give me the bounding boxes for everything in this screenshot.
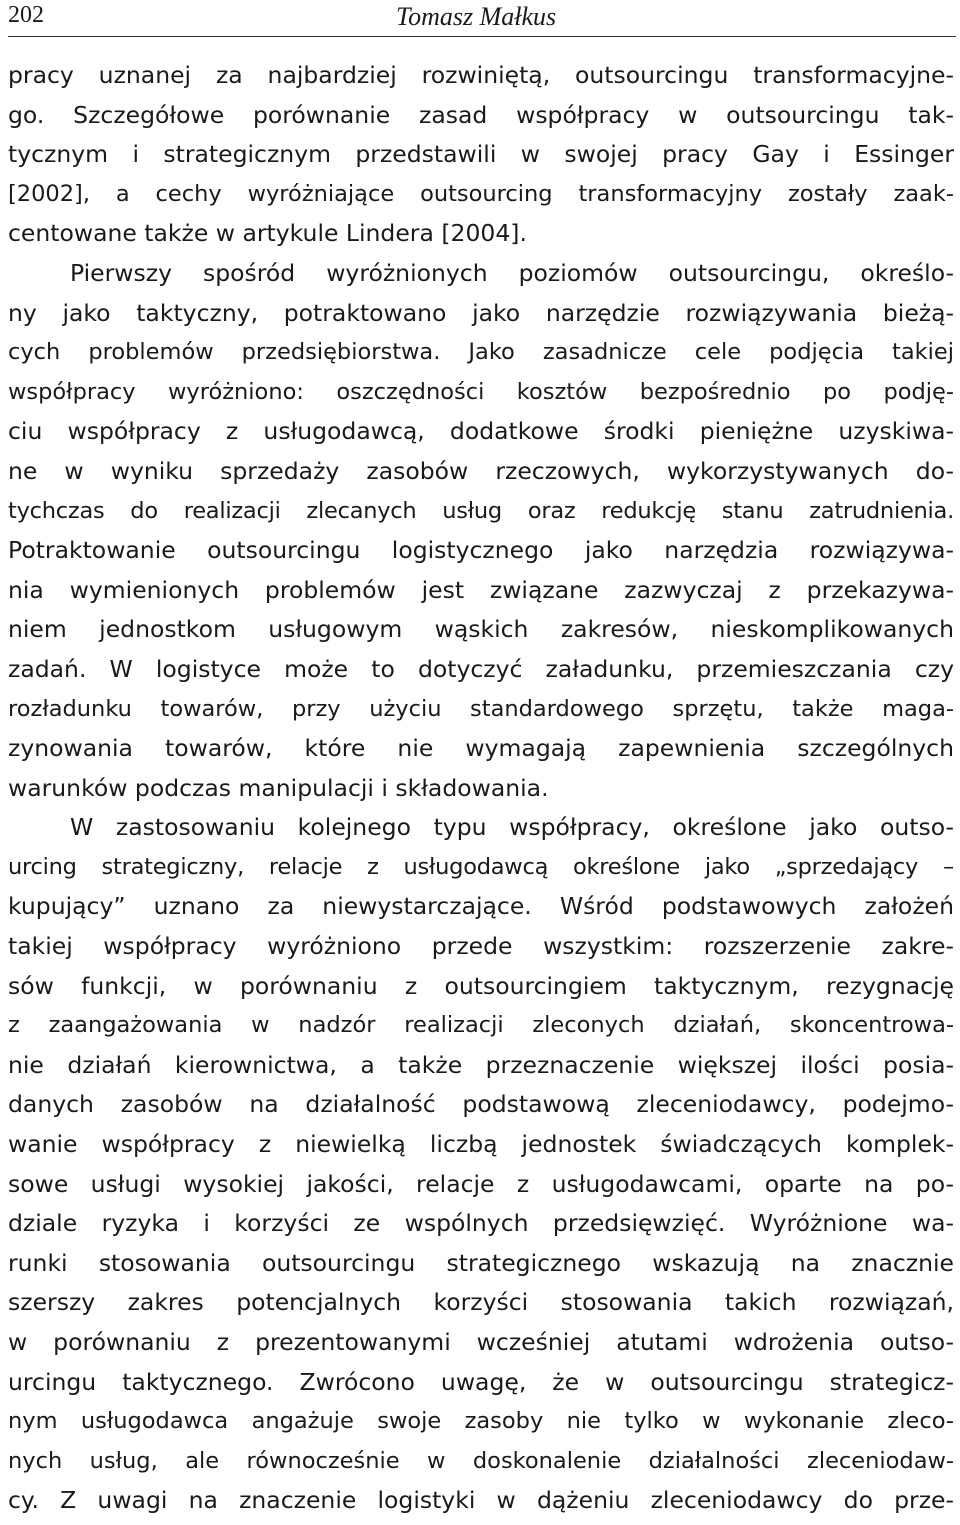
text-line: W zastosowaniu kolejnego typu współpracy, określone jako outso-	[70, 813, 954, 842]
text-line: sowe usługi wysokiej jakości, relacje z usługodawcami, oparte na po-	[8, 1169, 954, 1198]
text-line: w porównaniu z prezentowanymi wcześniej atutami wdrożenia outso-	[8, 1328, 954, 1356]
text-line: Potraktowanie outsourcingu logistycznego jako narzędzia rozwiązywa-	[8, 536, 954, 565]
page-header	[8, 0, 956, 37]
text-line: rozładunku towarów, przy użyciu standardowego sprzętu, także maga-	[8, 695, 954, 722]
text-line: runki stosowania outsourcingu strategicznego wskazują na znacznie	[8, 1248, 954, 1277]
text-line: kupujący” uznano za niewystarczające. Wśród podstawowych założeń	[8, 892, 954, 921]
text-line: ne w wyniku sprzedaży zasobów rzeczowych, wykorzystywanych do-	[8, 456, 954, 485]
running-head-author: Tomasz Małkus	[396, 2, 557, 31]
page-number: 202	[8, 2, 44, 28]
text-line: [2002], a cechy wyróżniające outsourcing transformacyjny zostały zaak-	[8, 180, 954, 207]
text-line: cy. Z uwagi na znaczenie logistyki w dążeniu zleceniodawcy do prze-	[8, 1486, 954, 1515]
text-line: takiej współpracy wyróżniono przede wszystkim: rozszerzenie zakre-	[8, 932, 954, 961]
text-line: warunków podczas manipulacji i składowania.	[8, 773, 549, 802]
text-line: ny jako taktyczny, potraktowano jako narzędzie rozwiązywania bieżą-	[8, 298, 954, 327]
text-line: wanie współpracy z niewielką liczbą jednostek świadczących komplek-	[8, 1130, 954, 1159]
text-line: danych zasobów na działalność podstawową zleceniodawcy, podejmo-	[8, 1090, 954, 1119]
text-line: Pierwszy spośród wyróżnionych poziomów outsourcingu, określo-	[70, 258, 954, 287]
text-line: urcingu taktycznego. Zwrócono uwagę, że w outsourcingu strategicz-	[8, 1367, 954, 1396]
text-line: zynowania towarów, które nie wymagają zapewnienia szczególnych	[8, 734, 954, 763]
text-line: zadań. W logistyce może to dotyczyć załadunku, przemieszczania czy	[8, 654, 954, 683]
text-line: tychczas do realizacji zlecanych usług oraz redukcję stanu zatrudnienia.	[8, 497, 954, 524]
body-text	[8, 56, 954, 1521]
text-line: pracy uznanej za najbardziej rozwiniętą, outsourcingu transformacyjne-	[8, 61, 954, 89]
text-line: sów funkcji, w porównaniu z outsourcingiem taktycznym, rezygnację	[8, 971, 954, 1000]
text-line: z zaangażowania w nadzór realizacji zleconych działań, skoncentrowa-	[8, 1012, 954, 1039]
text-line: go. Szczegółowe porównanie zasad współpracy w outsourcingu tak-	[8, 100, 954, 129]
text-line: niem jednostkom usługowym wąskich zakresów, nieskomplikowanych	[8, 615, 954, 644]
text-line: tycznym i strategicznym przedstawili w swojej pracy Gay i Essinger	[8, 140, 954, 169]
text-line: centowane także w artykule Lindera [2004].	[8, 219, 527, 248]
text-line: współpracy wyróżniono: oszczędności kosztów bezpośrednio po podję-	[8, 378, 954, 405]
text-line: nych usług, ale równocześnie w doskonalenie działalności zleceniodaw-	[8, 1447, 954, 1474]
text-line: cych problemów przedsiębiorstwa. Jako zasadnicze cele podjęcia takiej	[8, 339, 954, 366]
text-line: szerszy zakres potencjalnych korzyści stosowania takich rozwiązań,	[8, 1288, 954, 1317]
text-line: urcing strategiczny, relacje z usługodawcą określone jako „sprzedający –	[8, 853, 954, 880]
text-line: nym usługodawca angażuje swoje zasoby nie tylko w wykonanie zleco-	[8, 1408, 954, 1435]
text-line: dziale ryzyka i korzyści ze wspólnych przedsięwzięć. Wyróżnione wa-	[8, 1209, 954, 1238]
text-line: nia wymienionych problemów jest związane zazwyczaj z przekazywa-	[8, 575, 954, 604]
text-line: nie działań kierownictwa, a także przeznaczenie większej ilości posia-	[8, 1050, 954, 1079]
text-line: ciu współpracy z usługodawcą, dodatkowe środki pieniężne uzyskiwa-	[8, 417, 954, 446]
